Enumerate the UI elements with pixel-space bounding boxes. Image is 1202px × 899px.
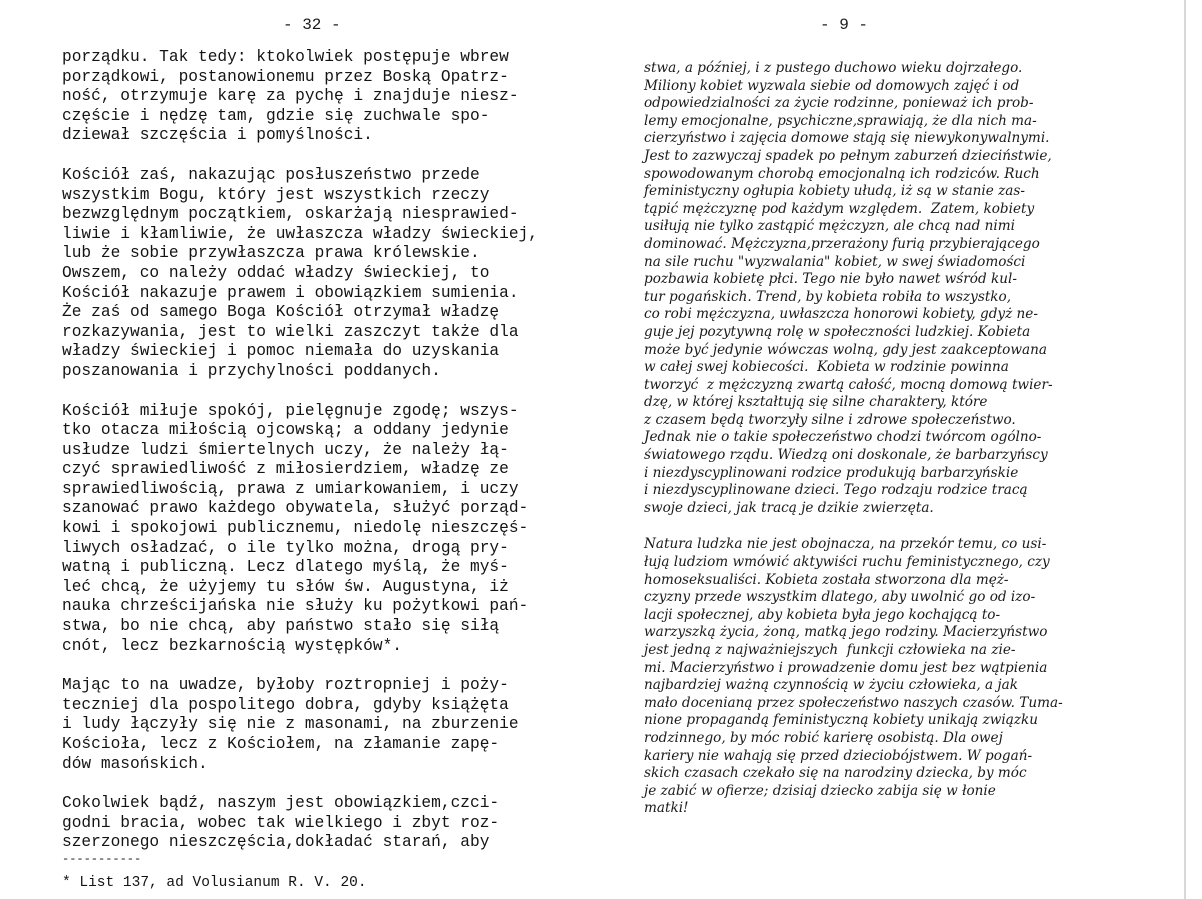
text-line: najbardziej ważną czynnością w życiu człowieka, a jak <box>644 677 1018 694</box>
text-line: liwie i kłamliwie, że uwłaszcza władzy świeckiej, <box>62 224 538 243</box>
paragraph <box>62 676 592 774</box>
text-line: teczniej dla pospolitego dobra, gdyby książęta <box>62 695 509 714</box>
text-line: watną i publiczną. Lecz dlatego myślą, że myś- <box>62 558 509 577</box>
paragraph <box>62 794 592 853</box>
text-line: godni bracia, wobec tak wielkiego i zbyt roz- <box>62 813 500 832</box>
text-line: stwa, a później, i z pustego duchowo wieku dojrzałego. <box>644 60 1023 76</box>
text-line: czyć sprawiedliwość z miłosierdziem, władzę ze <box>62 460 509 479</box>
left-page-body <box>62 48 592 893</box>
text-line: usłudze ludzi śmiertelnych uczy, że należy łą- <box>62 440 509 459</box>
text-line: nauka chrześcijańska nie służy ku pożytkowi pań- <box>62 597 529 616</box>
footnote-rule: ----------- <box>62 851 142 866</box>
text-line: Owszem, co należy oddać władzy świeckiej, to <box>62 263 490 282</box>
text-line: je zabić w ofierze; dzisiaj dziecko zabija się w łonie <box>644 782 996 799</box>
text-line: liwych osładzać, o ile tylko można, drogą pry- <box>62 538 509 557</box>
text-line: w całej swej kobiecości. Kobieta w rodzinie powinna <box>644 359 1009 376</box>
text-line: Mając to na uwadze, byłoby roztropniej i poży- <box>62 676 509 695</box>
paragraph <box>644 60 1174 517</box>
text-line: dziewał szczęścia i pomyślności. <box>62 126 373 145</box>
text-line: sprawiedliwością, prawa z umiarkowaniem, i uczy <box>62 479 519 498</box>
text-line: Miliony kobiet wyzwala siebie od domowych zajęć i od <box>644 77 1020 94</box>
text-line: odpowiedzialności za życie rodzinne, ponieważ ich prob- <box>644 95 1034 112</box>
text-line: matki! <box>644 800 689 817</box>
text-line: guje jej pozytywną rolę w społeczności ludzkiej. Kobieta <box>644 323 1031 340</box>
text-line: nione propagandą feministyczną kobiety unikają związku <box>644 712 1038 729</box>
text-line: Natura ludzka nie jest obojnacza, na przekór temu, co usi- <box>644 536 1047 553</box>
text-line: i ludy łączyły się nie z masonami, na zburzenie <box>62 715 519 734</box>
text-line: rodzinnego, by móc robić karierę osobistą. Dla owej <box>644 729 1003 746</box>
text-line: swoje dzieci, jak tracą je dzikie zwierzęta. <box>644 499 934 516</box>
right-page-number: - 9 - <box>820 16 869 34</box>
text-line: kowi i spokojowi publicznemu, niedolę nieszczęś- <box>62 519 529 538</box>
text-line: Kościół nakazuje prawem i obowiązkiem sumienia. <box>62 283 519 302</box>
text-line: Cokolwiek bądź, naszym jest obowiązkiem,czci- <box>62 794 500 813</box>
text-line: spowodowanym chorobą emocjonalną ich rodziców. Ruch <box>644 165 1040 182</box>
paragraph <box>62 48 592 146</box>
text-line: porządkowi, postanowionemu przez Boską Opatrz- <box>62 67 509 86</box>
left-page-number: - 32 - <box>283 16 341 34</box>
text-line: i niezdyscyplinowani rodzice produkują barbarzyńskie <box>644 464 1019 481</box>
text-line: feministyczny ogłupia kobiety ułudą, iż są w stanie zas- <box>644 183 1025 200</box>
text-line: tworzyć z mężczyzną zwartą całość, mocną domową twier- <box>644 376 1053 393</box>
text-line: światowego rządu. Wiedzą oni doskonale, że barbarzyńscy <box>644 447 1048 464</box>
text-line: tur pogańskich. Trend, by kobieta robiła to wszystko, <box>644 288 1012 305</box>
text-line: stwa, bo nie chcą, aby państwo stało się siłą <box>62 617 500 636</box>
text-line: bezwzględnym początkiem, oskarżają niesprawied- <box>62 205 519 224</box>
text-line: lub że sobie przywłaszcza prawa królewskie. <box>62 244 480 263</box>
text-line: dów masońskich. <box>62 754 208 773</box>
text-line: wszystkim Bogu, który jest wszystkich rzeczy <box>62 185 490 204</box>
text-line: szanować prawo każdego obywatela, służyć porząd- <box>62 499 529 518</box>
text-line: poszanowania i przychylności poddanych. <box>62 361 441 380</box>
text-line: władzy świeckiej i pomoc niemała do uzyskania <box>62 342 500 361</box>
text-line: mi. Macierzyństwo i prowadzenie domu jest bez wątpienia <box>644 659 1048 676</box>
paragraph <box>62 402 592 657</box>
scan-edge-line <box>1184 0 1186 899</box>
text-line: rozkazywania, jest to wielki zaszczyt także dla <box>62 322 519 341</box>
text-line: Jest to zazwyczaj spadek po pełnym zaburzeń dzieciństwie, <box>644 147 1052 164</box>
text-line: homoseksualiści. Kobieta została stworzona dla męż- <box>644 571 1009 588</box>
paragraph <box>644 536 1174 818</box>
text-line: jest jedną z najważniejszych funkcji człowieka na zie- <box>644 642 1016 658</box>
text-line: lacji społecznej, aby kobieta była jego kochającą to- <box>644 606 1001 623</box>
text-line: Jednak nie o takie społeczeństwo chodzi twórcom ogólno- <box>644 429 1042 446</box>
text-line: czyzny przede wszystkim dlatego, aby uwolnić go od izo- <box>644 589 1036 606</box>
text-line: pozbawia kobietę płci. Tego nie było nawet wśród kul- <box>644 271 1017 288</box>
right-page-body <box>644 60 1174 837</box>
text-line: warzyszką życia, żoną, matką jego rodziny. Macierzyństwo <box>644 624 1048 641</box>
footnote: * List 137, ad Volusianum R. V. 20. <box>62 874 367 891</box>
text-line: tko otacza miłością ojcowską; a oddany jedynie <box>62 421 509 440</box>
text-line: usiłują nie tylko zastąpić mężczyzn, ale chcą nad nimi <box>644 218 1015 235</box>
text-line: na sile ruchu "wyzwalania" kobiet, w swej świadomości <box>644 253 1026 270</box>
text-line: cnót, lecz bezkarnością występków*. <box>62 636 402 655</box>
text-line: Że zaś od samego Boga Kościół otrzymał władzę <box>62 303 500 322</box>
text-line: Kościoła, lecz z Kościołem, na złamanie zapę- <box>62 735 500 753</box>
right-page <box>600 0 1202 899</box>
text-line: lemy emocjonalne, psychiczne,sprawiają, że dla nich ma- <box>644 112 1037 129</box>
text-line: Kościół zaś, nakazując posłuszeństwo przede <box>62 165 480 184</box>
text-line: łują ludziom wmówić aktywiści ruchu feministycznego, czy <box>644 554 1050 571</box>
text-line: skich czasach czekało się na narodziny dziecka, by móc <box>644 765 1027 782</box>
paragraph <box>62 166 592 382</box>
text-line: może być jedynie wówczas wolną, gdy jest zaakceptowana <box>644 341 1047 358</box>
text-line: częście i nędzę tam, gdzie się zuchwale spo- <box>62 106 490 125</box>
text-line: Kościół miłuje spokój, pielęgnuje zgodę; wszys- <box>62 401 519 420</box>
text-line: i niezdyscyplinowane dzieci. Tego rodzaju rodzice tracą <box>644 482 1028 499</box>
text-line: ność, otrzymuje karę za pychę i znajduje niesz- <box>62 87 519 106</box>
text-line: cierzyństwo i zajęcia domowe stają się niewykonywalnymi. <box>644 130 1050 147</box>
text-line: co robi mężczyzna, uwłaszcza honorowi kobiety, gdyż ne- <box>644 306 1038 323</box>
left-page <box>0 0 600 899</box>
text-line: tąpić mężczyznę pod każdym względem. Zatem, kobiety <box>644 200 1035 217</box>
text-line: dzę, w której kształtują się silne charaktery, które <box>644 394 988 411</box>
text-line: szerzonego nieszczęścia,dokładać starań, aby <box>62 833 490 852</box>
text-line: z czasem będą tworzyły silne i zdrowe społeczeństwo. <box>644 411 1016 428</box>
text-line: leć chcą, że użyjemy tu słów św. Augustyna, iż <box>62 577 509 596</box>
text-line: mało docenianą przez społeczeństwo naszych czasów. Tuma- <box>644 694 1063 711</box>
text-line: porządku. Tak tedy: ktokolwiek postępuje wbrew <box>62 48 509 66</box>
text-line: dominować. Mężczyzna,przerażony furią przybierającego <box>644 235 1040 252</box>
text-line: kariery nie wahają się przed dzieciobójstwem. W pogań- <box>644 747 1033 764</box>
